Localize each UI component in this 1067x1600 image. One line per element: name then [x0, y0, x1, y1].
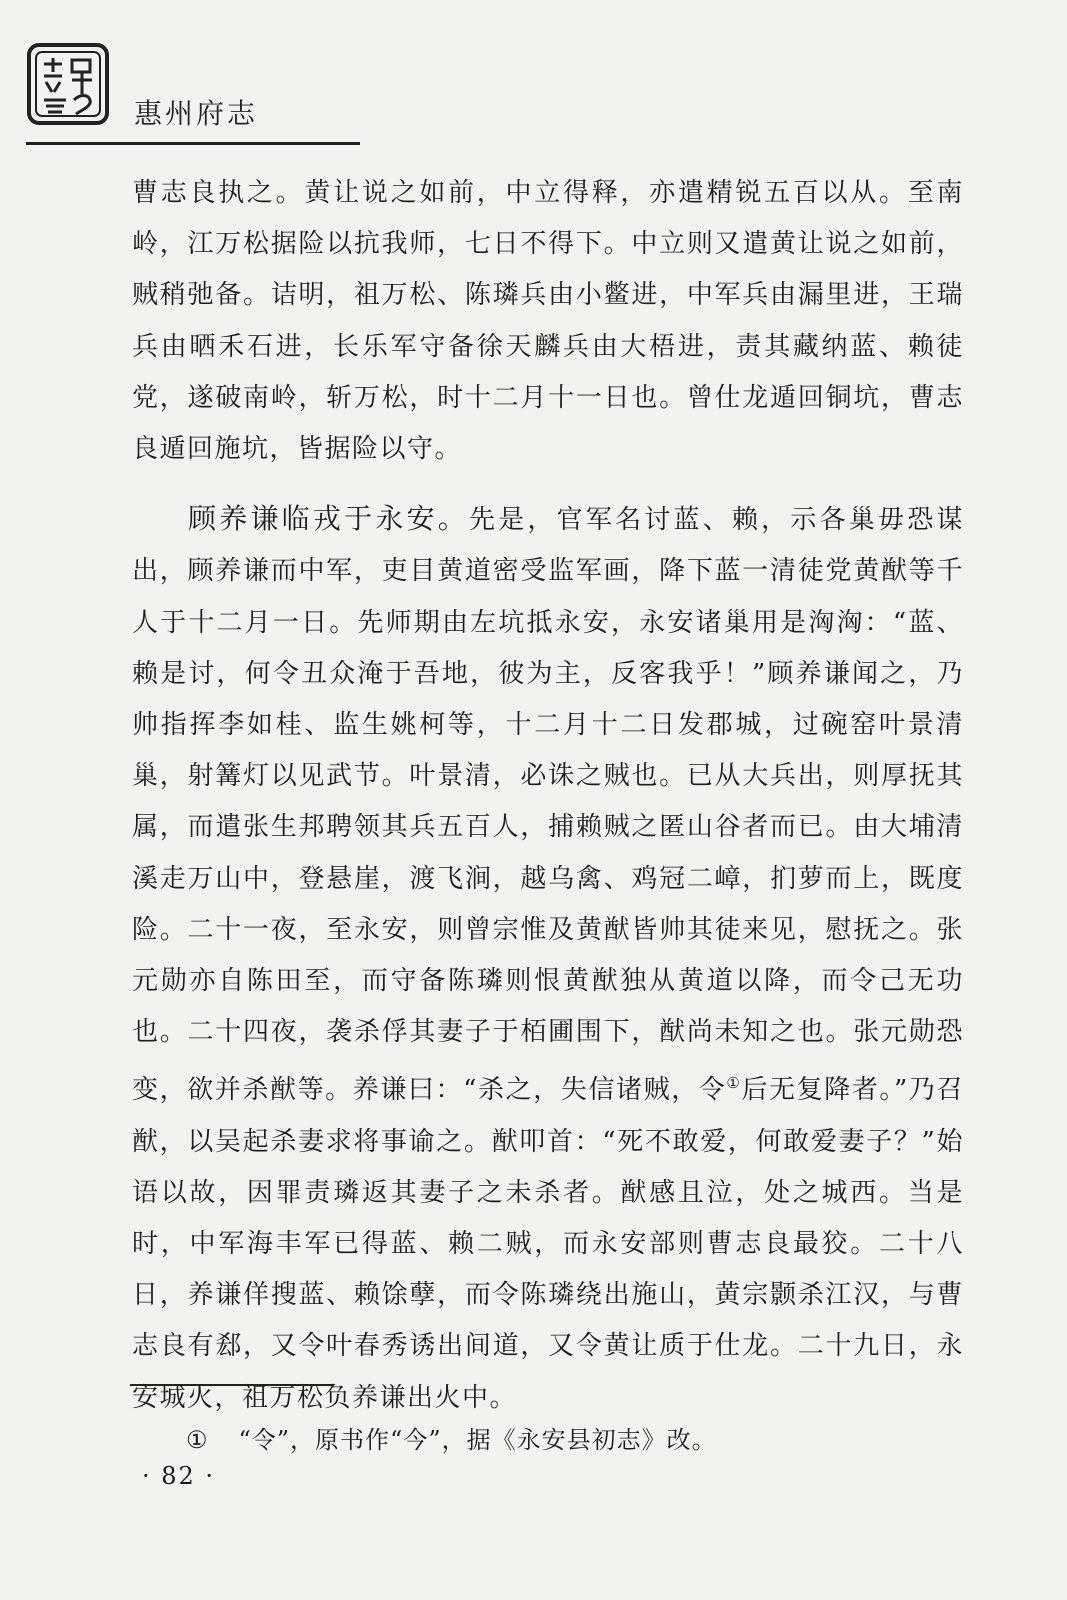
paragraph-1: 曹志良执之。黄让说之如前，中立得释，亦遣精锐五百以从。至南岭，江万松据险以抗我师，七日不得下。中立则又遣黄让说之如前，贼稍弛备。诘明，祖万松、陈璘兵由小鳖进，中军兵由漏里进，王瑞兵由晒禾石进，长乐军守备徐天麟兵由大梧进，责其藏纳蓝、赖徒党，遂破南岭，斩万松，时十二月十一日也。曾仕龙遁回铜坑，曹志良遁回施坑，皆据险以守。 [132, 178, 964, 465]
running-title: 惠州府志 [134, 97, 259, 130]
footnote-marker: ① [186, 1426, 209, 1454]
paragraph-2 [132, 493, 964, 1424]
paragraph-2-lead: 顾养谦临戎于永安。 [188, 502, 469, 536]
page-number: · 82 · [142, 1462, 216, 1490]
footnote-rule [130, 1384, 334, 1386]
seal-logo [26, 42, 110, 126]
footnote-reference[interactable]: ① [726, 1074, 742, 1093]
paragraph-2-text-b: 后无复降者。”乃召猷，以吴起杀妻求将事谕之。猷叩首：“死不敢爱，何敢爱妻子？”始语以故，因罪责璘返其妻子之未杀者。猷感且泣，处之城西。当是时，中军海丰军已得蓝、赖二贼，而永安部则曹志良最狡。二十八日，养谦佯搜蓝、赖馀孽，而令陈璘绕出施山，黄宗颢杀江汉，与曹志良有郄，又令叶春秀诱出间道，又令黄让质于仕龙。二十九日，永安城火，祖万松负养谦出火中。 [132, 1075, 964, 1413]
paragraph-2-text-a: 先是，官军名讨蓝、赖，示各巢毋恐谋出，顾养谦而中军，吏目黄道密受监军画，降下蓝一清徒党黄猷等千人于十二月一日。先师期由左坑抵永安，永安诸巢用是洶洶：“蓝、赖是讨，何令丑众淹于吾地，彼为主，反客我乎！”顾养谦闻之，乃帅指挥李如桂、监生姚柯等，十二月十二日发郡城，过碗窑叶景清巢，射篝灯以见武节。叶景清，必诛之贼也。已从大兵出，则厚抚其属，而遣张生邦聘领其兵五百人，捕赖贼之匿山谷者而已。由大埔清溪走万山中，登悬崖，渡飞涧，越乌禽、鸡冠二嶂，扪萝而上，既度险。二十一夜，至永安，则曾宗惟及黄猷皆帅其徒来见，慰抚之。张元勋亦自陈田至，而守备陈璘则恨黄猷独从黄道以降，而令己无功也。二十四夜，袭杀俘其妻子于栢圃围下，猷尚未知之也。张元勋恐变，欲并杀猷等。养谦曰：“杀之，失信诸贼，令 [132, 505, 964, 1106]
header-rule [26, 142, 360, 145]
body-text [132, 168, 964, 1424]
footnote [186, 1420, 717, 1455]
footnote-text: “令”，原书作“今”，据《永安县初志》改。 [238, 1426, 717, 1454]
